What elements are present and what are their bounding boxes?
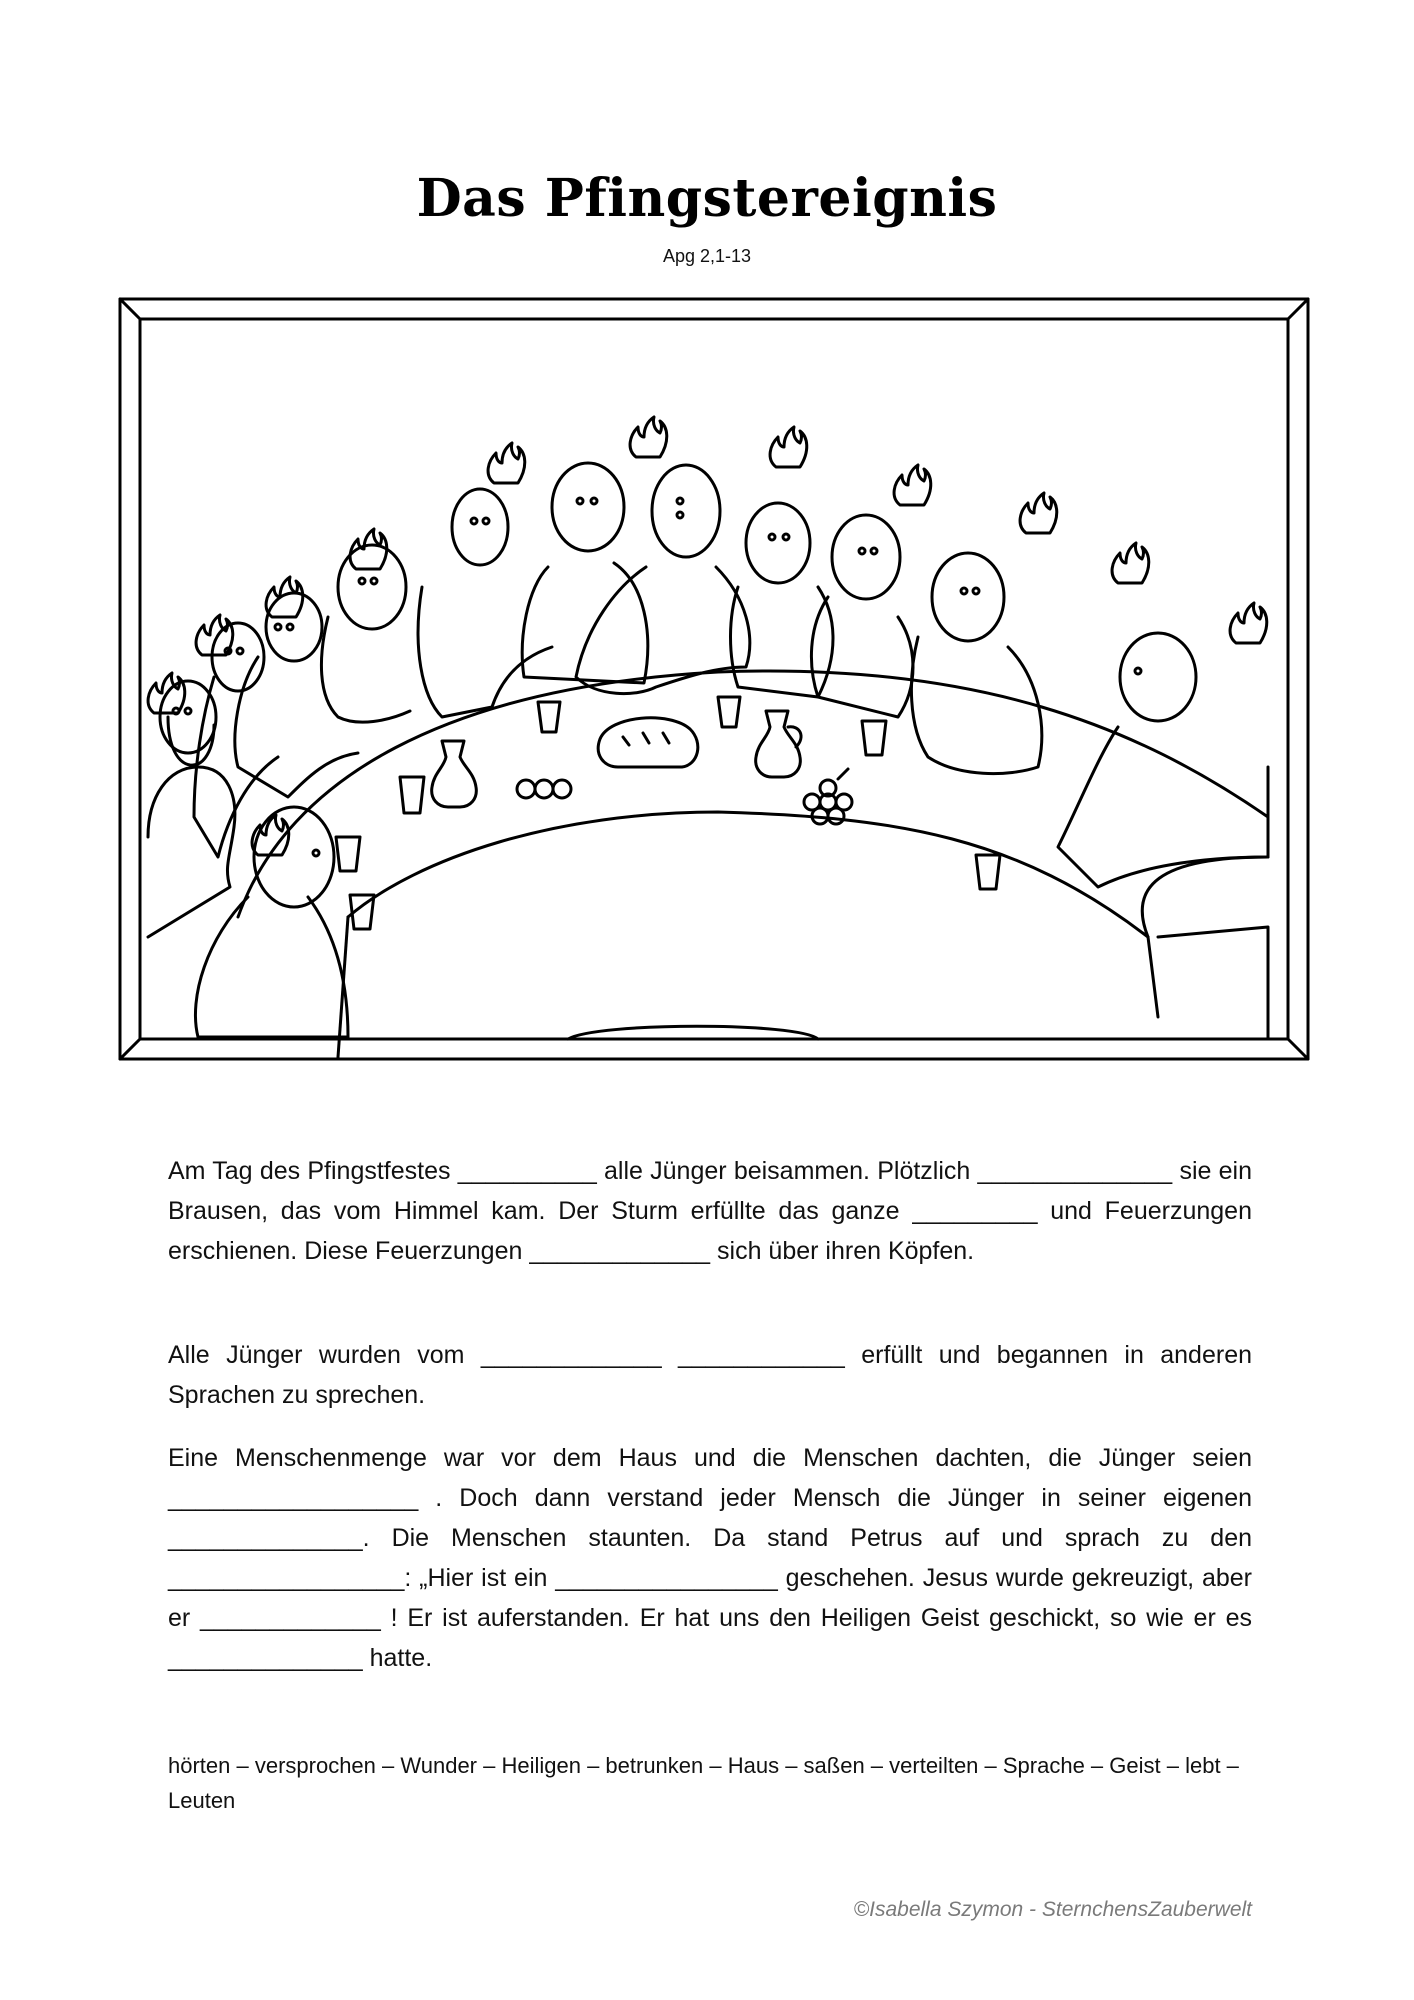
paragraph-3 [168,1438,1252,1678]
cloze-text-1: Am Tag des Pfingstfestes __________ alle Jünger beisammen. Plötzlich ______________ sie ein Brausen, das vom Himmel kam. Der Sturm erfüllte das ganze _________ und Feuerzungen erschienen. Diese Feuerzungen _____________ sich über ihren Köpfen. [168,1157,1252,1265]
disciples [148,463,1268,1037]
paragraph-2 [168,1335,1252,1415]
bible-reference: Apg 2,1-13 [662,246,752,266]
table [238,671,1268,1057]
pentecost-disciples-table-illustration [118,297,1310,1061]
cloze-text-3: Eine Menschenmenge war vor dem Haus und die Menschen dachten, die Jünger seien __________________ . Doch dann verstand jeder Mensch die Jünger in seiner eigenen ______________. Die Menschen staunten. Da stand Petrus auf und sprach zu den _________________: „Hier ist ein ________________ geschehen. Jesus wurde gekreuzigt, aber er _____________ ! Er ist auferstanden. Er hat uns den Heiligen Geist geschickt, so wie er es ______________ hatte. [168,1444,1252,1672]
paragraph-1 [168,1151,1252,1271]
copyright-footer: ©Isabella Szymon - SternchensZauberwelt [853,1898,1252,1921]
table-items [432,711,852,824]
page-title: Das Pfingstereignis [416,168,998,229]
illustration-frame [118,297,1310,1061]
flame-icons [148,417,1267,855]
word-bank: hörten – versprochen – Wunder – Heiligen – betrunken – Haus – saßen – verteilten – Sprache – Geist – lebt – Leuten [168,1753,1239,1813]
cloze-text-2: Alle Jünger wurden vom _____________ ____________ erfüllt und begannen in anderen Sprachen zu sprechen. [168,1341,1252,1409]
